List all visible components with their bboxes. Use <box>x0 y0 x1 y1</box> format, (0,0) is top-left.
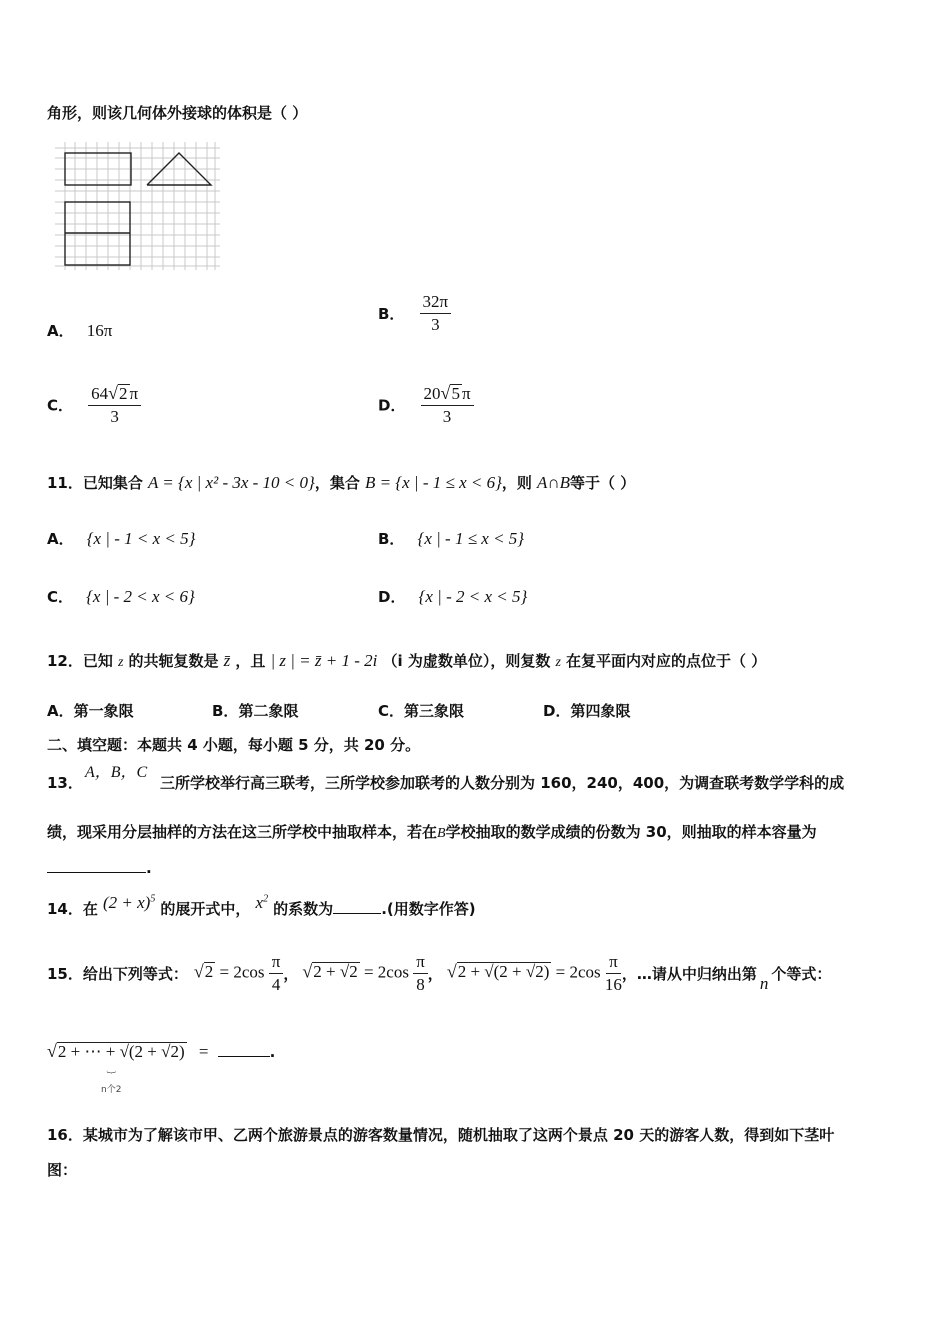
answer-line[interactable] <box>218 1040 270 1057</box>
set-a-expression: A = {x | x² - 3x - 10 < 0} <box>147 473 315 492</box>
stem-text: （i 为虚数单位），则复数 <box>382 652 551 670</box>
option-text: 第三象限 <box>404 702 465 720</box>
q13-number: 13． <box>47 774 83 792</box>
option-value: {x | - 1 ≤ x < 5} <box>417 529 525 548</box>
variable-z: z <box>117 655 124 670</box>
option-label: B． <box>378 530 405 548</box>
fraction <box>605 952 622 995</box>
stem-text: .(用数字作答) <box>381 900 476 918</box>
radicand: 2 <box>119 384 128 403</box>
stem-text: 个等式： <box>771 965 832 983</box>
radicand: 5 <box>451 384 460 403</box>
q15-stem <box>47 952 831 995</box>
period: . <box>269 1043 276 1061</box>
pi-symbol: π <box>129 384 139 403</box>
variable-z: z <box>555 655 561 670</box>
x-squared <box>256 893 269 912</box>
stem-text: 在 <box>82 900 98 918</box>
fraction <box>413 952 428 995</box>
denominator: 3 <box>110 407 119 426</box>
option-label: B． <box>212 702 239 720</box>
equation-1 <box>194 952 283 995</box>
stem-text: 的共轭复数是 <box>128 652 219 670</box>
q11-option-d[interactable] <box>378 586 527 607</box>
option-label: A． <box>47 322 74 340</box>
numerator: π <box>269 952 284 974</box>
option-text: 第四象限 <box>570 702 631 720</box>
q11-option-c[interactable] <box>47 586 195 607</box>
fraction <box>88 383 141 427</box>
denominator: 16 <box>604 975 622 994</box>
option-label: D． <box>378 396 406 415</box>
q11-stem <box>47 472 635 493</box>
q11-option-a[interactable] <box>47 528 195 549</box>
stem-text: 学校抽取的数学成绩的份数为 30，则抽取的样本容量为 <box>445 823 817 841</box>
variable-n: n <box>759 973 769 993</box>
equals-sign: = <box>198 1042 209 1061</box>
option-text: 第二象限 <box>238 702 299 720</box>
q12-option-d[interactable] <box>543 700 630 721</box>
x-exponent: 2 <box>263 893 269 905</box>
section-heading: 二、填空题：本题共 4 小题，每小题 5 分，共 20 分。 <box>47 736 421 754</box>
q13-line1: 三所学校举行高三联考，三所学校参加联考的人数分别为 160，240，400，为调查联考数学学科的成 <box>160 774 845 792</box>
numerator: π <box>413 952 428 974</box>
option-text: 第一象限 <box>73 702 134 720</box>
grid-lines <box>55 142 220 270</box>
nested-radical <box>47 1042 191 1061</box>
option-label: A． <box>47 530 74 548</box>
q11-option-b[interactable] <box>378 528 524 549</box>
fraction <box>420 292 452 335</box>
stem-text: 已知集合 <box>82 474 143 492</box>
q14-stem <box>47 893 476 919</box>
binomial-base: (2 + x) <box>102 893 151 912</box>
equation-rhs: = 2cos <box>555 962 601 982</box>
q10-stem: 角形，则该几何体外接球的体积是（ ） <box>47 104 308 122</box>
denominator: 4 <box>271 975 281 994</box>
option-value: 16π <box>86 321 113 340</box>
q10-option-c[interactable] <box>47 383 141 427</box>
q12-option-c[interactable] <box>378 700 464 721</box>
radicand: 2 + ⋯ + √(2 + √2) <box>57 1042 185 1061</box>
q16-line1 <box>47 1124 834 1145</box>
stem-text: 的系数为 <box>273 900 334 918</box>
answer-line[interactable] <box>333 899 381 914</box>
equation-2 <box>302 952 427 995</box>
question-number: 15． <box>47 965 83 983</box>
sqrt-sign: √ <box>47 1041 57 1061</box>
q10-option-a[interactable] <box>47 320 112 341</box>
brace-icon: ︸ <box>106 1072 116 1082</box>
set-b-expression: B = {x | - 1 ≤ x < 6} <box>364 473 502 492</box>
brace-label: n个2 <box>101 1085 122 1095</box>
answer-line[interactable] <box>47 856 146 873</box>
x-base: x <box>255 893 264 912</box>
q16-line2: 图： <box>47 1161 78 1179</box>
q13-answer-blank[interactable] <box>47 856 152 877</box>
modulus-equation: | z | = z̄ + 1 - 2i <box>270 651 378 670</box>
option-label: C． <box>47 588 74 606</box>
school-b: B <box>437 826 446 841</box>
stem-text: 等于（ ） <box>570 474 636 492</box>
option-label: D． <box>543 702 571 720</box>
radicand: 2 + √(2 + √2) <box>457 962 550 982</box>
q10-option-b[interactable] <box>378 292 451 335</box>
sqrt-sign: √ <box>446 961 457 982</box>
sqrt-sign: √ <box>302 961 313 982</box>
fraction <box>421 383 474 427</box>
comma: ， <box>427 965 443 983</box>
q13-schools: A，B，C <box>85 764 148 781</box>
radicand: 2 <box>204 962 214 982</box>
option-value: {x | - 2 < x < 5} <box>418 587 528 606</box>
equation-3 <box>447 952 622 995</box>
conjugate-z: z̄ <box>223 651 231 670</box>
option-label: A． <box>47 702 74 720</box>
numerator: π <box>606 952 621 974</box>
option-label: C． <box>378 702 405 720</box>
stem-text: ，且 <box>235 652 266 670</box>
numerator <box>421 383 474 406</box>
comma: ， <box>283 965 299 983</box>
binomial-expression <box>103 893 155 912</box>
question-number: 14． <box>47 900 83 918</box>
stem-text: ，则 <box>501 474 532 492</box>
stem-text: 给出下列等式： <box>82 965 188 983</box>
option-label: B． <box>378 305 405 323</box>
denominator: 3 <box>442 407 452 426</box>
question-number: 16． <box>47 1126 83 1144</box>
option-label: C． <box>47 396 74 415</box>
stem-text: 的展开式中， <box>160 900 251 918</box>
q10-option-d[interactable] <box>378 383 474 427</box>
num-coefficient: 64 <box>91 384 109 403</box>
intersection-expression: A∩B <box>537 473 571 492</box>
stem-text: 某城市为了解该市甲、乙两个旅游景点的游客数量情况，随机抽取了这两个景点 20 天的游客人数，得到如下茎叶 <box>82 1126 835 1144</box>
q15-general-equation <box>47 1040 275 1062</box>
stem-text: ，集合 <box>314 474 360 492</box>
option-label: D． <box>378 588 406 606</box>
sqrt-sign: √ <box>440 383 451 403</box>
equation-rhs: = 2cos <box>363 962 409 982</box>
sqrt-sign: √ <box>108 383 118 403</box>
q12-option-b[interactable] <box>212 700 298 721</box>
question-number: 11． <box>47 474 83 492</box>
num-coefficient: 20 <box>423 384 441 403</box>
fraction <box>269 952 284 995</box>
q12-stem <box>47 650 766 671</box>
equation-rhs: = 2cos <box>219 962 265 982</box>
period: . <box>146 859 152 877</box>
stem-text: 已知 <box>82 652 113 670</box>
option-value: {x | - 2 < x < 6} <box>86 587 195 606</box>
stem-text: 在复平面内对应的点位于（ ） <box>565 652 767 670</box>
numerator <box>88 383 141 406</box>
denominator: 8 <box>416 975 425 994</box>
binomial-exponent: 5 <box>150 893 156 905</box>
denominator: 3 <box>431 315 440 334</box>
stem-text: 绩，现采用分层抽样的方法在这三所学校中抽取样本，若在 <box>47 823 438 841</box>
brace-annotation <box>101 1073 121 1095</box>
pi-symbol: π <box>461 384 471 403</box>
q12-option-a[interactable] <box>47 700 134 721</box>
stem-text: ，…请从中归纳出第 <box>621 965 757 983</box>
three-view-diagram <box>55 142 225 274</box>
q13-line2 <box>47 821 817 842</box>
numerator: 32π <box>420 292 452 314</box>
radicand: 2 + √2 <box>313 962 358 982</box>
sqrt-sign: √ <box>193 961 204 982</box>
option-value: {x | - 1 < x < 5} <box>86 529 196 548</box>
question-number: 12． <box>47 652 83 670</box>
